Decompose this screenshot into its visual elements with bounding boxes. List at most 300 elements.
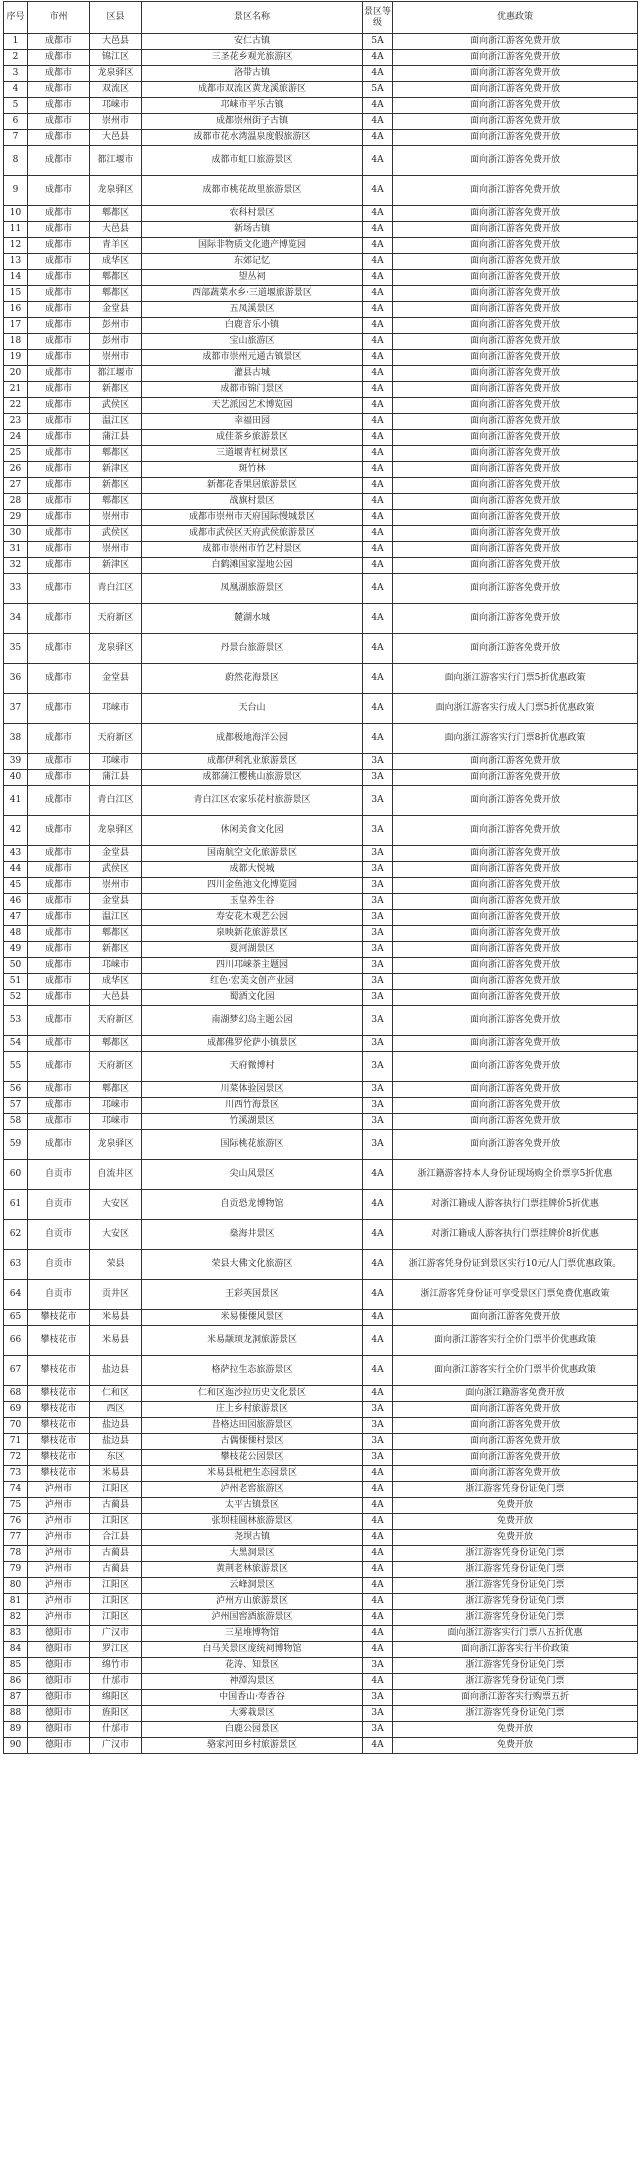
cell-policy: 面向浙江游客免费开放 bbox=[393, 1114, 638, 1130]
cell-policy: 浙江游客凭身份证免门票 bbox=[393, 1578, 638, 1594]
cell-scenic-name: 蔚然花海景区 bbox=[142, 664, 363, 694]
cell-scenic-name: 安仁古镇 bbox=[142, 34, 363, 50]
cell-city: 成都市 bbox=[28, 526, 90, 542]
cell-scenic-name: 黄荆老林旅游景区 bbox=[142, 1562, 363, 1578]
cell-scenic-name: 新都花香果居旅游景区 bbox=[142, 478, 363, 494]
table-row bbox=[4, 862, 638, 878]
cell-scenic-name: 南湖梦幻岛主题公园 bbox=[142, 1006, 363, 1036]
cell-city: 泸州市 bbox=[28, 1498, 90, 1514]
cell-grade: 3A bbox=[363, 1052, 393, 1082]
cell-scenic-name: 白马关景区庞统祠博物馆 bbox=[142, 1642, 363, 1658]
cell-county: 双流区 bbox=[90, 82, 142, 98]
table-row bbox=[4, 462, 638, 478]
cell-index: 19 bbox=[4, 350, 28, 366]
cell-grade: 4A bbox=[363, 382, 393, 398]
cell-policy: 面向浙江游客免费开放 bbox=[393, 414, 638, 430]
cell-grade: 4A bbox=[363, 694, 393, 724]
cell-scenic-name: 米易县枇杷生态园景区 bbox=[142, 1466, 363, 1482]
cell-index: 8 bbox=[4, 146, 28, 176]
cell-grade: 3A bbox=[363, 1114, 393, 1130]
cell-city: 攀枝花市 bbox=[28, 1450, 90, 1466]
cell-county: 金堂县 bbox=[90, 894, 142, 910]
cell-grade: 3A bbox=[363, 1434, 393, 1450]
cell-scenic-name: 三道堰青杠树景区 bbox=[142, 446, 363, 462]
table-row bbox=[4, 286, 638, 302]
table-row bbox=[4, 1418, 638, 1434]
cell-county: 新都区 bbox=[90, 478, 142, 494]
cell-city: 成都市 bbox=[28, 350, 90, 366]
table-row bbox=[4, 974, 638, 990]
cell-city: 德阳市 bbox=[28, 1674, 90, 1690]
cell-policy: 面向浙江游客实行全价门票半价优惠政策 bbox=[393, 1356, 638, 1386]
cell-scenic-name: 夏河湖景区 bbox=[142, 942, 363, 958]
cell-policy: 面向浙江游客实行全价门票半价优惠政策 bbox=[393, 1326, 638, 1356]
cell-policy: 面向浙江游客免费开放 bbox=[393, 254, 638, 270]
table-row bbox=[4, 414, 638, 430]
cell-index: 33 bbox=[4, 574, 28, 604]
cell-city: 泸州市 bbox=[28, 1610, 90, 1626]
cell-policy: 面向浙江游客免费开放 bbox=[393, 1434, 638, 1450]
cell-county: 邛崃市 bbox=[90, 1098, 142, 1114]
cell-city: 成都市 bbox=[28, 366, 90, 382]
cell-county: 郫都区 bbox=[90, 206, 142, 222]
table-row bbox=[4, 114, 638, 130]
cell-grade: 4A bbox=[363, 270, 393, 286]
cell-policy: 面向浙江游客免费开放 bbox=[393, 1036, 638, 1052]
cell-city: 成都市 bbox=[28, 634, 90, 664]
cell-city: 成都市 bbox=[28, 254, 90, 270]
cell-county: 彭州市 bbox=[90, 318, 142, 334]
cell-county: 大邑县 bbox=[90, 34, 142, 50]
cell-city: 德阳市 bbox=[28, 1706, 90, 1722]
cell-index: 83 bbox=[4, 1626, 28, 1642]
cell-county: 青白江区 bbox=[90, 574, 142, 604]
cell-index: 35 bbox=[4, 634, 28, 664]
cell-grade: 4A bbox=[363, 1466, 393, 1482]
cell-county: 崇州市 bbox=[90, 542, 142, 558]
cell-scenic-name: 成都市锦门景区 bbox=[142, 382, 363, 398]
cell-index: 28 bbox=[4, 494, 28, 510]
cell-grade: 4A bbox=[363, 1280, 393, 1310]
cell-scenic-name: 成都市虹口旅游景区 bbox=[142, 146, 363, 176]
cell-grade: 4A bbox=[363, 478, 393, 494]
cell-city: 成都市 bbox=[28, 382, 90, 398]
cell-index: 4 bbox=[4, 82, 28, 98]
cell-city: 成都市 bbox=[28, 862, 90, 878]
cell-index: 45 bbox=[4, 878, 28, 894]
cell-policy: 面向浙江游客实行门票5折优惠政策 bbox=[393, 664, 638, 694]
cell-city: 泸州市 bbox=[28, 1562, 90, 1578]
cell-county: 江阳区 bbox=[90, 1578, 142, 1594]
table-row bbox=[4, 34, 638, 50]
cell-index: 80 bbox=[4, 1578, 28, 1594]
cell-policy: 面向浙江游客免费开放 bbox=[393, 862, 638, 878]
cell-county: 邛崃市 bbox=[90, 694, 142, 724]
cell-city: 成都市 bbox=[28, 770, 90, 786]
cell-policy: 面向浙江游客免费开放 bbox=[393, 270, 638, 286]
cell-city: 成都市 bbox=[28, 114, 90, 130]
cell-scenic-name: 国际非物质文化遗产博览园 bbox=[142, 238, 363, 254]
cell-county: 盐边县 bbox=[90, 1418, 142, 1434]
cell-policy: 面向浙江游客免费开放 bbox=[393, 34, 638, 50]
cell-policy: 面向浙江游客免费开放 bbox=[393, 176, 638, 206]
cell-index: 74 bbox=[4, 1482, 28, 1498]
cell-policy: 面向浙江游客免费开放 bbox=[393, 974, 638, 990]
cell-scenic-name: 米易颛顼龙洞旅游景区 bbox=[142, 1326, 363, 1356]
table-row bbox=[4, 1036, 638, 1052]
cell-index: 18 bbox=[4, 334, 28, 350]
cell-index: 12 bbox=[4, 238, 28, 254]
cell-city: 成都市 bbox=[28, 66, 90, 82]
cell-city: 成都市 bbox=[28, 816, 90, 846]
table-row bbox=[4, 958, 638, 974]
cell-county: 天府新区 bbox=[90, 724, 142, 754]
cell-city: 成都市 bbox=[28, 176, 90, 206]
cell-scenic-name: 中国香山·寿香谷 bbox=[142, 1690, 363, 1706]
cell-city: 泸州市 bbox=[28, 1546, 90, 1562]
cell-index: 20 bbox=[4, 366, 28, 382]
cell-scenic-name: 望丛祠 bbox=[142, 270, 363, 286]
cell-policy: 面向浙江游客免费开放 bbox=[393, 1052, 638, 1082]
cell-grade: 4A bbox=[363, 462, 393, 478]
cell-index: 78 bbox=[4, 1546, 28, 1562]
cell-county: 绵阳区 bbox=[90, 1690, 142, 1706]
cell-county: 天府新区 bbox=[90, 1006, 142, 1036]
table-row bbox=[4, 494, 638, 510]
cell-scenic-name: 天台山 bbox=[142, 694, 363, 724]
table-row bbox=[4, 694, 638, 724]
cell-city: 成都市 bbox=[28, 414, 90, 430]
cell-policy: 面向浙江游客免费开放 bbox=[393, 302, 638, 318]
cell-city: 成都市 bbox=[28, 398, 90, 414]
cell-policy: 面向浙江游客实行半价政策 bbox=[393, 1642, 638, 1658]
cell-city: 攀枝花市 bbox=[28, 1386, 90, 1402]
cell-county: 古蔺县 bbox=[90, 1562, 142, 1578]
cell-grade: 4A bbox=[363, 318, 393, 334]
cell-grade: 3A bbox=[363, 770, 393, 786]
cell-city: 成都市 bbox=[28, 786, 90, 816]
cell-policy: 面向浙江游客免费开放 bbox=[393, 1450, 638, 1466]
cell-county: 成华区 bbox=[90, 254, 142, 270]
cell-grade: 3A bbox=[363, 1098, 393, 1114]
cell-grade: 3A bbox=[363, 862, 393, 878]
cell-index: 75 bbox=[4, 1498, 28, 1514]
cell-city: 成都市 bbox=[28, 926, 90, 942]
cell-county: 广汉市 bbox=[90, 1626, 142, 1642]
cell-scenic-name: 庄上乡村旅游景区 bbox=[142, 1402, 363, 1418]
cell-county: 自流井区 bbox=[90, 1160, 142, 1190]
cell-policy: 浙江游客凭身份证免门票 bbox=[393, 1610, 638, 1626]
cell-grade: 3A bbox=[363, 1402, 393, 1418]
cell-scenic-name: 新场古镇 bbox=[142, 222, 363, 238]
cell-policy: 面向浙江游客免费开放 bbox=[393, 510, 638, 526]
cell-city: 成都市 bbox=[28, 238, 90, 254]
cell-grade: 4A bbox=[363, 526, 393, 542]
cell-county: 什邡市 bbox=[90, 1722, 142, 1738]
cell-policy: 面向浙江游客免费开放 bbox=[393, 222, 638, 238]
cell-city: 成都市 bbox=[28, 462, 90, 478]
cell-city: 成都市 bbox=[28, 558, 90, 574]
cell-city: 成都市 bbox=[28, 958, 90, 974]
cell-county: 天府新区 bbox=[90, 1052, 142, 1082]
cell-city: 德阳市 bbox=[28, 1690, 90, 1706]
table-row bbox=[4, 1052, 638, 1082]
cell-grade: 4A bbox=[363, 430, 393, 446]
table-row bbox=[4, 478, 638, 494]
cell-grade: 3A bbox=[363, 942, 393, 958]
cell-city: 成都市 bbox=[28, 846, 90, 862]
cell-policy: 浙江游客凭身份证免门票 bbox=[393, 1706, 638, 1722]
cell-grade: 4A bbox=[363, 1674, 393, 1690]
cell-grade: 4A bbox=[363, 1626, 393, 1642]
cell-policy: 面向浙江游客免费开放 bbox=[393, 846, 638, 862]
cell-city: 成都市 bbox=[28, 146, 90, 176]
cell-grade: 4A bbox=[363, 206, 393, 222]
table-body bbox=[4, 34, 638, 1754]
cell-policy: 浙江籍游客持本人身份证现场购全价票享5折优惠 bbox=[393, 1160, 638, 1190]
cell-index: 6 bbox=[4, 114, 28, 130]
cell-county: 盐边县 bbox=[90, 1356, 142, 1386]
cell-city: 攀枝花市 bbox=[28, 1310, 90, 1326]
table-row bbox=[4, 1326, 638, 1356]
cell-policy: 面向浙江游客免费开放 bbox=[393, 130, 638, 146]
cell-scenic-name: 泸州老窖旅游区 bbox=[142, 1482, 363, 1498]
cell-county: 郫都区 bbox=[90, 1082, 142, 1098]
cell-city: 成都市 bbox=[28, 130, 90, 146]
cell-index: 3 bbox=[4, 66, 28, 82]
cell-index: 31 bbox=[4, 542, 28, 558]
cell-index: 1 bbox=[4, 34, 28, 50]
cell-city: 成都市 bbox=[28, 1114, 90, 1130]
cell-scenic-name: 自贡恐龙博物馆 bbox=[142, 1190, 363, 1220]
cell-scenic-name: 蜀酒文化园 bbox=[142, 990, 363, 1006]
table-row bbox=[4, 664, 638, 694]
cell-county: 江阳区 bbox=[90, 1514, 142, 1530]
cell-policy: 面向浙江游客免费开放 bbox=[393, 494, 638, 510]
cell-city: 攀枝花市 bbox=[28, 1418, 90, 1434]
cell-policy: 浙江游客凭身份证免门票 bbox=[393, 1562, 638, 1578]
table-row bbox=[4, 1674, 638, 1690]
cell-scenic-name: 骆家河田乡村旅游景区 bbox=[142, 1738, 363, 1754]
table-row bbox=[4, 770, 638, 786]
table-row bbox=[4, 1626, 638, 1642]
table-row bbox=[4, 82, 638, 98]
cell-scenic-name: 成都佛罗伦萨小镇景区 bbox=[142, 1036, 363, 1052]
cell-policy: 面向浙江游客免费开放 bbox=[393, 1130, 638, 1160]
cell-grade: 4A bbox=[363, 1220, 393, 1250]
cell-city: 成都市 bbox=[28, 286, 90, 302]
cell-county: 龙泉驿区 bbox=[90, 176, 142, 206]
cell-city: 自贡市 bbox=[28, 1190, 90, 1220]
cell-grade: 3A bbox=[363, 816, 393, 846]
cell-county: 崇州市 bbox=[90, 510, 142, 526]
cell-policy: 面向浙江游客免费开放 bbox=[393, 206, 638, 222]
cell-scenic-name: 丹景台旅游景区 bbox=[142, 634, 363, 664]
cell-grade: 3A bbox=[363, 894, 393, 910]
cell-grade: 4A bbox=[363, 1386, 393, 1402]
cell-index: 17 bbox=[4, 318, 28, 334]
cell-county: 旌阳区 bbox=[90, 1706, 142, 1722]
cell-scenic-name: 燊海井景区 bbox=[142, 1220, 363, 1250]
cell-policy: 面向浙江游客免费开放 bbox=[393, 238, 638, 254]
cell-county: 大邑县 bbox=[90, 130, 142, 146]
cell-county: 都江堰市 bbox=[90, 366, 142, 382]
cell-grade: 5A bbox=[363, 34, 393, 50]
cell-policy: 面向浙江游客实行购票五折 bbox=[393, 1690, 638, 1706]
table-row bbox=[4, 398, 638, 414]
header-county: 区县 bbox=[90, 2, 142, 34]
cell-scenic-name: 麓湖水城 bbox=[142, 604, 363, 634]
cell-policy: 面向浙江游客免费开放 bbox=[393, 878, 638, 894]
cell-policy: 面向浙江游客免费开放 bbox=[393, 478, 638, 494]
table-row bbox=[4, 1498, 638, 1514]
cell-county: 成华区 bbox=[90, 974, 142, 990]
cell-index: 60 bbox=[4, 1160, 28, 1190]
cell-grade: 4A bbox=[363, 302, 393, 318]
cell-policy: 面向浙江游客免费开放 bbox=[393, 926, 638, 942]
cell-city: 攀枝花市 bbox=[28, 1402, 90, 1418]
table-row bbox=[4, 222, 638, 238]
cell-city: 成都市 bbox=[28, 50, 90, 66]
cell-index: 70 bbox=[4, 1418, 28, 1434]
cell-policy: 面向浙江游客免费开放 bbox=[393, 98, 638, 114]
table-row bbox=[4, 1530, 638, 1546]
cell-index: 64 bbox=[4, 1280, 28, 1310]
cell-scenic-name: 宝山旅游区 bbox=[142, 334, 363, 350]
cell-county: 江阳区 bbox=[90, 1610, 142, 1626]
cell-county: 崇州市 bbox=[90, 114, 142, 130]
cell-policy: 浙江游客凭身份证到景区实行10元/人门票优惠政策。 bbox=[393, 1250, 638, 1280]
cell-scenic-name: 白鹤滩国家湿地公园 bbox=[142, 558, 363, 574]
cell-grade: 4A bbox=[363, 66, 393, 82]
cell-scenic-name: 成都市崇州市竹艺村景区 bbox=[142, 542, 363, 558]
cell-index: 2 bbox=[4, 50, 28, 66]
cell-county: 锦江区 bbox=[90, 50, 142, 66]
cell-scenic-name: 荣县大佛文化旅游区 bbox=[142, 1250, 363, 1280]
cell-index: 69 bbox=[4, 1402, 28, 1418]
cell-index: 58 bbox=[4, 1114, 28, 1130]
cell-index: 77 bbox=[4, 1530, 28, 1546]
table-row bbox=[4, 942, 638, 958]
cell-index: 90 bbox=[4, 1738, 28, 1754]
cell-city: 成都市 bbox=[28, 302, 90, 318]
table-row bbox=[4, 1658, 638, 1674]
cell-index: 21 bbox=[4, 382, 28, 398]
cell-policy: 面向浙江游客免费开放 bbox=[393, 334, 638, 350]
cell-county: 郫都区 bbox=[90, 270, 142, 286]
cell-index: 30 bbox=[4, 526, 28, 542]
table-row bbox=[4, 910, 638, 926]
cell-city: 成都市 bbox=[28, 270, 90, 286]
table-row bbox=[4, 1220, 638, 1250]
table-row bbox=[4, 754, 638, 770]
cell-index: 65 bbox=[4, 1310, 28, 1326]
cell-grade: 4A bbox=[363, 130, 393, 146]
cell-city: 德阳市 bbox=[28, 1722, 90, 1738]
cell-scenic-name: 幸福田园 bbox=[142, 414, 363, 430]
cell-index: 84 bbox=[4, 1642, 28, 1658]
cell-scenic-name: 花涛、知景区 bbox=[142, 1658, 363, 1674]
cell-county: 蒲江县 bbox=[90, 770, 142, 786]
cell-scenic-name: 成都市双流区黄龙溪旅游区 bbox=[142, 82, 363, 98]
cell-index: 25 bbox=[4, 446, 28, 462]
table-row bbox=[4, 1098, 638, 1114]
table-row bbox=[4, 446, 638, 462]
cell-city: 泸州市 bbox=[28, 1482, 90, 1498]
cell-scenic-name: 青白江区农家乐花村旅游景区 bbox=[142, 786, 363, 816]
cell-policy: 面向浙江籍游客免费开放 bbox=[393, 1386, 638, 1402]
cell-scenic-name: 仁和区迤沙拉历史文化景区 bbox=[142, 1386, 363, 1402]
cell-city: 成都市 bbox=[28, 334, 90, 350]
table-row bbox=[4, 254, 638, 270]
cell-policy: 面向浙江游客免费开放 bbox=[393, 286, 638, 302]
cell-grade: 4A bbox=[363, 634, 393, 664]
table-row bbox=[4, 1642, 638, 1658]
cell-scenic-name: 成都市花水湾温泉度假旅游区 bbox=[142, 130, 363, 146]
cell-city: 成都市 bbox=[28, 894, 90, 910]
cell-policy: 浙江游客凭身份证可享受景区门票免费优惠政策 bbox=[393, 1280, 638, 1310]
cell-city: 成都市 bbox=[28, 574, 90, 604]
table-row bbox=[4, 926, 638, 942]
cell-scenic-name: 红色·宏美文创产业园 bbox=[142, 974, 363, 990]
cell-index: 63 bbox=[4, 1250, 28, 1280]
cell-scenic-name: 古偶傈傈村景区 bbox=[142, 1434, 363, 1450]
cell-scenic-name: 成都市崇州元通古镇景区 bbox=[142, 350, 363, 366]
cell-index: 29 bbox=[4, 510, 28, 526]
cell-index: 26 bbox=[4, 462, 28, 478]
cell-city: 攀枝花市 bbox=[28, 1434, 90, 1450]
cell-index: 82 bbox=[4, 1610, 28, 1626]
table-row bbox=[4, 542, 638, 558]
table-row bbox=[4, 1114, 638, 1130]
table-row bbox=[4, 334, 638, 350]
cell-grade: 4A bbox=[363, 146, 393, 176]
cell-index: 71 bbox=[4, 1434, 28, 1450]
cell-policy: 面向浙江游客免费开放 bbox=[393, 398, 638, 414]
cell-scenic-name: 王彩英国景区 bbox=[142, 1280, 363, 1310]
cell-county: 蒲江县 bbox=[90, 430, 142, 446]
cell-city: 成都市 bbox=[28, 724, 90, 754]
cell-grade: 4A bbox=[363, 724, 393, 754]
cell-index: 85 bbox=[4, 1658, 28, 1674]
cell-city: 成都市 bbox=[28, 990, 90, 1006]
table-row bbox=[4, 238, 638, 254]
cell-policy: 面向浙江游客免费开放 bbox=[393, 366, 638, 382]
cell-scenic-name: 昔格达田园旅游景区 bbox=[142, 1418, 363, 1434]
cell-county: 金堂县 bbox=[90, 664, 142, 694]
cell-county: 新都区 bbox=[90, 382, 142, 398]
cell-county: 温江区 bbox=[90, 910, 142, 926]
cell-policy: 面向浙江游客免费开放 bbox=[393, 786, 638, 816]
cell-grade: 4A bbox=[363, 510, 393, 526]
cell-scenic-name: 泉映新花旅游景区 bbox=[142, 926, 363, 942]
cell-index: 62 bbox=[4, 1220, 28, 1250]
table-row bbox=[4, 1434, 638, 1450]
cell-scenic-name: 国南航空文化旅游景区 bbox=[142, 846, 363, 862]
cell-county: 大安区 bbox=[90, 1220, 142, 1250]
cell-index: 79 bbox=[4, 1562, 28, 1578]
cell-policy: 面向浙江游客免费开放 bbox=[393, 1418, 638, 1434]
cell-county: 武侯区 bbox=[90, 526, 142, 542]
table-row bbox=[4, 1738, 638, 1754]
cell-county: 邛崃市 bbox=[90, 1114, 142, 1130]
cell-grade: 4A bbox=[363, 334, 393, 350]
cell-city: 成都市 bbox=[28, 604, 90, 634]
cell-grade: 4A bbox=[363, 1530, 393, 1546]
table-row bbox=[4, 366, 638, 382]
cell-index: 39 bbox=[4, 754, 28, 770]
cell-index: 46 bbox=[4, 894, 28, 910]
